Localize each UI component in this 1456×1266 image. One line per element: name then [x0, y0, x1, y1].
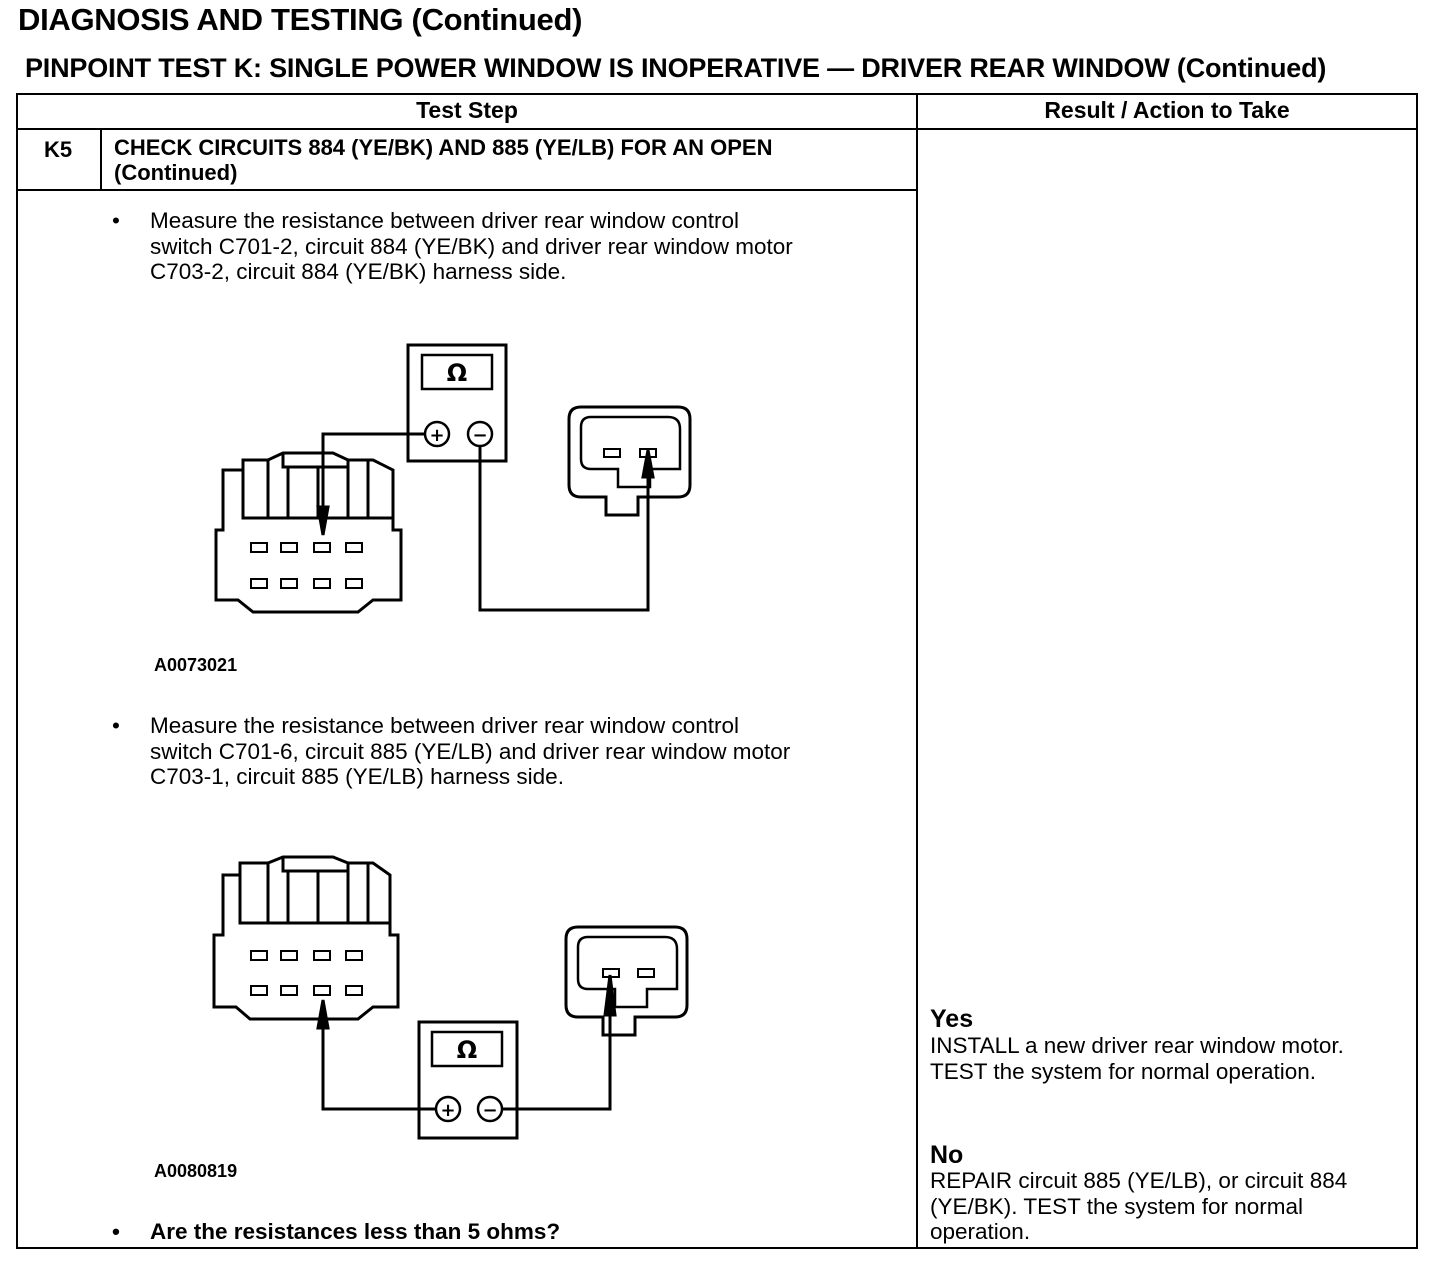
question-bullet — [112, 1219, 902, 1247]
pin — [346, 986, 362, 995]
minus-lead — [480, 446, 648, 610]
minus-sign: − — [482, 1100, 498, 1121]
no-line3: operation. — [930, 1219, 1031, 1244]
no-line2: (YE/BK). TEST the system for normal — [930, 1193, 1304, 1219]
result-no-label: No — [930, 1141, 964, 1169]
result-yes-label: Yes — [930, 1005, 974, 1033]
instruction-bullet-2 — [112, 713, 902, 793]
yes-line1: INSTALL a new driver rear window motor. — [930, 1033, 1344, 1058]
pin — [281, 986, 297, 995]
pin — [638, 969, 654, 977]
plus-sign: + — [440, 1100, 456, 1121]
pin — [251, 986, 267, 995]
step-title-line1: CHECK CIRCUITS 884 (YE/BK) AND 885 (YE/LB) FOR AN OPEN — [114, 135, 773, 160]
column-divider — [916, 95, 918, 1247]
plus-lead — [323, 434, 425, 525]
pin — [314, 579, 330, 588]
motor-connector-inner — [581, 417, 680, 487]
bullet1-line2: switch C701-2, circuit 884 (YE/BK) and driver rear window motor — [150, 233, 793, 259]
bullet2-line1: Measure the resistance between driver rear window control — [150, 713, 740, 738]
page-title: DIAGNOSIS AND TESTING (Continued) — [18, 2, 583, 37]
pinpoint-test-table — [16, 93, 1418, 1249]
probe-tip — [318, 1000, 328, 1028]
pin — [314, 543, 330, 552]
no-line1: REPAIR circuit 885 (YE/LB), or circuit 884 — [930, 1168, 1348, 1193]
motor-connector-c703 — [566, 927, 687, 1035]
pin — [314, 951, 330, 960]
column-header-test-step: Test Step — [416, 97, 518, 123]
pin — [346, 951, 362, 960]
bullet2-line3: C703-1, circuit 885 (YE/LB) harness side. — [150, 764, 564, 789]
bullet1-line1: Measure the resistance between driver rear window control — [150, 208, 740, 233]
step-title-line2: (Continued) — [114, 160, 238, 185]
probe-tip — [318, 507, 328, 535]
bullet-symbol: • — [112, 713, 120, 738]
switch-connector-c701 — [214, 857, 398, 1019]
bullet2-line2: switch C701-6, circuit 885 (YE/LB) and driver rear window motor — [150, 738, 791, 764]
pin — [604, 449, 620, 457]
column-header-result: Result / Action to Take — [1044, 97, 1290, 123]
probe-tip — [643, 450, 653, 477]
step-id: K5 — [44, 137, 73, 162]
pin — [251, 579, 267, 588]
plus-sign: + — [429, 425, 445, 446]
bullet-symbol: • — [112, 208, 120, 233]
pin — [281, 951, 297, 960]
pin — [281, 543, 297, 552]
pin — [251, 951, 267, 960]
bullet-symbol: • — [112, 1219, 120, 1244]
minus-sign: − — [472, 425, 488, 446]
ohm-symbol: Ω — [446, 359, 468, 387]
motor-connector-c703 — [569, 407, 690, 515]
ohm-symbol: Ω — [456, 1036, 478, 1064]
question-text: Are the resistances less than 5 ohms? — [150, 1219, 561, 1244]
probe-tip — [605, 975, 615, 1015]
result-yes-action — [930, 1033, 1410, 1084]
pinpoint-test-title: PINPOINT TEST K: SINGLE POWER WINDOW IS INOPERATIVE — DRIVER REAR WINDOW (Continued) — [25, 53, 1327, 83]
pin — [251, 543, 267, 552]
diagram-1 — [18, 95, 916, 1247]
pin — [346, 543, 362, 552]
result-no-action — [930, 1168, 1410, 1245]
bullet1-line3: C703-2, circuit 884 (YE/BK) harness side. — [150, 259, 567, 284]
motor-connector-inner — [578, 937, 677, 1007]
pin — [314, 986, 330, 995]
pin — [346, 579, 362, 588]
yes-line2: TEST the system for normal operation. — [930, 1058, 1316, 1084]
figure-id-2: A0080819 — [154, 1161, 238, 1181]
figure-id-1: A0073021 — [154, 655, 238, 675]
pin — [281, 579, 297, 588]
